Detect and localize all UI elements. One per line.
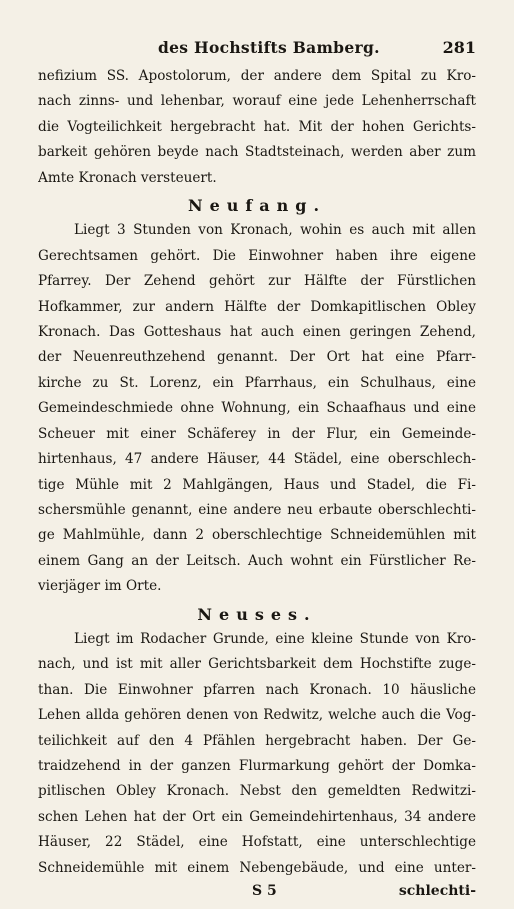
running-head: des Hochstifts Bamberg. <box>158 38 380 57</box>
text-line: hirtenhaus, 47 andere Häuser, 44 Städel, eine oberschlech- <box>38 451 476 468</box>
section-heading-neuses: Neuses. <box>197 604 317 624</box>
text-line: Schneidemühle mit einem Nebengebäude, und eine unter- <box>38 859 476 876</box>
text-line: Liegt 3 Stunden von Kronach, wohin es auch mit allen <box>74 222 476 239</box>
text-line: Lehen allda gehören denen von Redwitz, welche auch die Vog- <box>38 707 476 724</box>
page-number: 281 <box>442 38 476 57</box>
catchword: schlechti- <box>398 883 476 899</box>
text-line: der Neuenreuthzehend genannt. Der Ort hat eine Pfarr- <box>38 349 476 366</box>
text-line: Scheuer mit einer Schäferey in der Flur, ein Gemeinde- <box>38 425 476 442</box>
page-header <box>38 36 476 64</box>
text-line: Gerechtsamen gehört. Die Einwohner haben ihre eigene <box>38 247 476 264</box>
paragraph-neuses <box>38 627 476 881</box>
text-line: Liegt im Rodacher Grunde, eine kleine Stunde von Kro- <box>74 630 476 647</box>
text-line: ge Mahlmühle, dann 2 oberschlechtige Schneidemühlen mit <box>38 527 476 544</box>
text-line: schen Lehen hat der Ort ein Gemeindehirtenhaus, 34 andere <box>38 808 476 825</box>
text-line: die Vogteilichkeit hergebracht hat. Mit der hohen Gerichts- <box>38 118 476 135</box>
text-line: Kronach. Das Gotteshaus hat auch einen geringen Zehend, <box>38 324 476 341</box>
text-line: einem Gang an der Leitsch. Auch wohnt ein Fürstlicher Re- <box>38 552 476 569</box>
text-line: Gemeindeschmiede ohne Wohnung, ein Schaafhaus und eine <box>38 400 476 417</box>
paragraph-continuation <box>38 64 476 191</box>
text-line: traidzehend in der ganzen Flurmarkung gehört der Domka- <box>38 757 476 774</box>
section-heading-neufang: Neufang. <box>187 196 327 216</box>
text-line: pitlischen Obley Kronach. Nebst den gemeldten Redwitzi- <box>38 783 476 800</box>
text-line: kirche zu St. Lorenz, ein Pfarrhaus, ein Schulhaus, eine <box>38 374 476 391</box>
text-line: nach, und ist mit aller Gerichtsbarkeit dem Hochstifte zuge- <box>38 656 476 673</box>
text-line: vierjäger im Orte. <box>38 578 162 595</box>
text-line: schersmühle genannt, eine andere neu erbaute oberschlechti- <box>38 501 476 518</box>
signature-mark: S 5 <box>252 883 277 899</box>
text-line: tige Mühle mit 2 Mahlgängen, Haus und Stadel, die Fi- <box>38 476 476 493</box>
paragraph-neufang <box>38 218 476 599</box>
body-text <box>38 64 476 881</box>
text-line: teilichkeit auf den 4 Pfählen hergebracht haben. Der Ge- <box>38 732 476 749</box>
text-line: Pfarrey. Der Zehend gehört zur Hälfte der Fürstlichen <box>38 273 476 290</box>
text-line: than. Die Einwohner pfarren nach Kronach. 10 häusliche <box>38 681 476 698</box>
text-line: nefizium SS. Apostolorum, der andere dem Spital zu Kro- <box>38 68 476 84</box>
text-line: barkeit gehören beyde nach Stadtsteinach, werden aber zum <box>38 144 476 161</box>
text-line: Häuser, 22 Städel, eine Hofstatt, eine unterschlechtige <box>38 834 476 851</box>
page-footer <box>38 881 476 909</box>
text-line: Hofkammer, zur andern Hälfte der Domkapitlischen Obley <box>38 298 476 315</box>
text-line: nach zinns- und lehenbar, worauf eine jede Lehenherrschaft <box>38 93 476 110</box>
text-line: Amte Kronach versteuert. <box>38 169 217 186</box>
